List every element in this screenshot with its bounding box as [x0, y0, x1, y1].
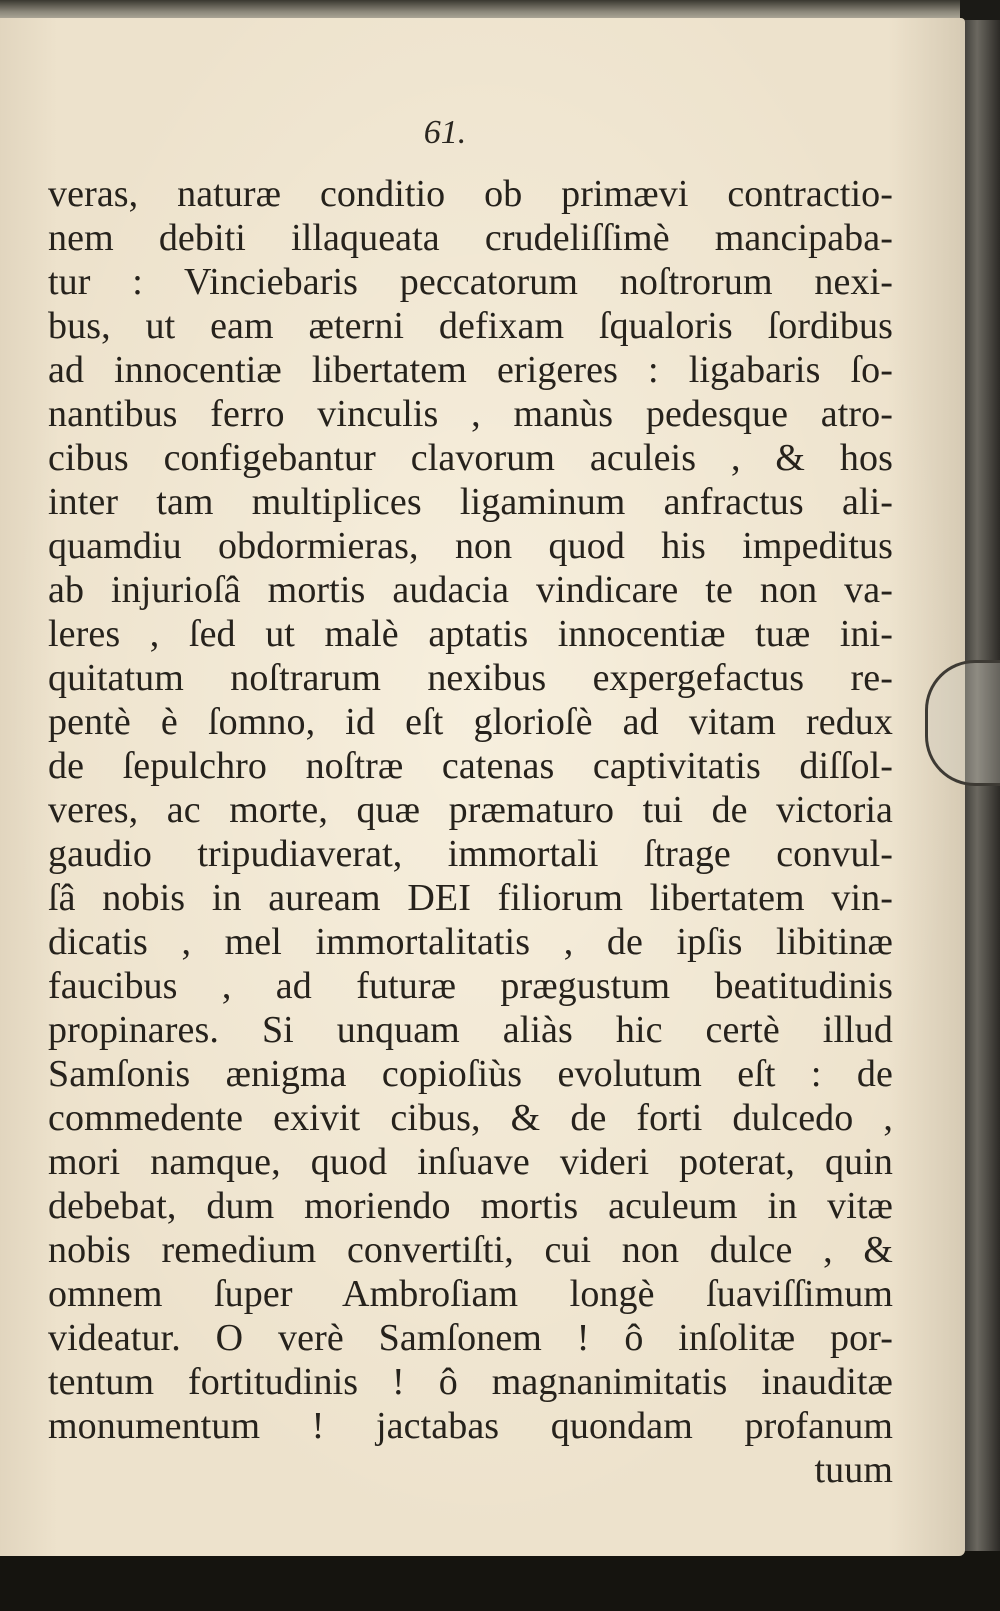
- text-line: mori namque, quod inſuave videri poterat, quin: [48, 1141, 893, 1183]
- text-line: leres , ſed ut malè aptatis innocentiæ tuæ ini-: [48, 613, 893, 655]
- text-line: ſâ nobis in auream DEI filiorum libertatem vin-: [48, 877, 893, 919]
- text-line: tentum fortitudinis ! ô magnanimitatis inauditæ: [48, 1361, 893, 1403]
- text-line: de ſepulchro noſtræ catenas captivitatis diſſol-: [48, 745, 893, 787]
- text-line: faucibus , ad futuræ prægustum beatitudinis: [48, 965, 893, 1007]
- text-line: nantibus ferro vinculis , manùs pedesque atro-: [48, 393, 893, 435]
- text-line: quitatum noſtrarum nexibus expergefactus re-: [48, 657, 893, 699]
- text-line: quamdiu obdormieras, non quod his impeditus: [48, 525, 893, 567]
- text-line: gaudio tripudiaverat, immortali ſtrage convul-: [48, 833, 893, 875]
- text-line: omnem ſuper Ambroſiam longè ſuaviſſimum: [48, 1273, 893, 1315]
- text-line: nobis remedium convertiſti, cui non dulce , &: [48, 1229, 893, 1271]
- text-line: commedente exivit cibus, & de forti dulcedo ,: [48, 1097, 893, 1139]
- text-line: ab injurioſâ mortis audacia vindicare te non va-: [48, 569, 893, 611]
- text-line: pentè è ſomno, id eſt glorioſè ad vitam redux: [48, 701, 893, 743]
- text-line: inter tam multiplices ligaminum anfractus ali-: [48, 481, 893, 523]
- page-clip: [925, 660, 1000, 786]
- text-line: veras, naturæ conditio ob primævi contractio-: [48, 173, 893, 215]
- text-line: monumentum ! jactabas quondam profanum: [48, 1405, 893, 1447]
- text-line: nem debiti illaqueata crudeliſſimè mancipaba-: [48, 217, 893, 259]
- text-line: videatur. O verè Samſonem ! ô inſolitæ por-: [48, 1317, 893, 1359]
- scan-background: [0, 1551, 1000, 1611]
- text-line: cibus configebantur clavorum aculeis , & hos: [48, 437, 893, 479]
- text-line: veres, ac morte, quæ præmaturo tui de victoria: [48, 789, 893, 831]
- text-line: dicatis , mel immortalitatis , de ipſis libitinæ: [48, 921, 893, 963]
- text-line: bus, ut eam æterni defixam ſqualoris ſordibus: [48, 305, 893, 347]
- catchword: tuum: [814, 1449, 893, 1491]
- text-line: propinares. Si unquam aliàs hic certè illud: [48, 1009, 893, 1051]
- page-number: 61.: [423, 114, 467, 151]
- book-cover-edge: [962, 20, 1000, 1611]
- body-text: [48, 172, 893, 1492]
- text-line: ad innocentiæ libertatem erigeres : ligabaris ſo-: [48, 349, 893, 391]
- text-line: debebat, dum moriendo mortis aculeum in vitæ: [48, 1185, 893, 1227]
- text-line: Samſonis ænigma copioſiùs evolutum eſt : de: [48, 1053, 893, 1095]
- text-line: tur : Vinciebaris peccatorum noſtrorum nexi-: [48, 261, 893, 303]
- page-paper: [0, 18, 965, 1556]
